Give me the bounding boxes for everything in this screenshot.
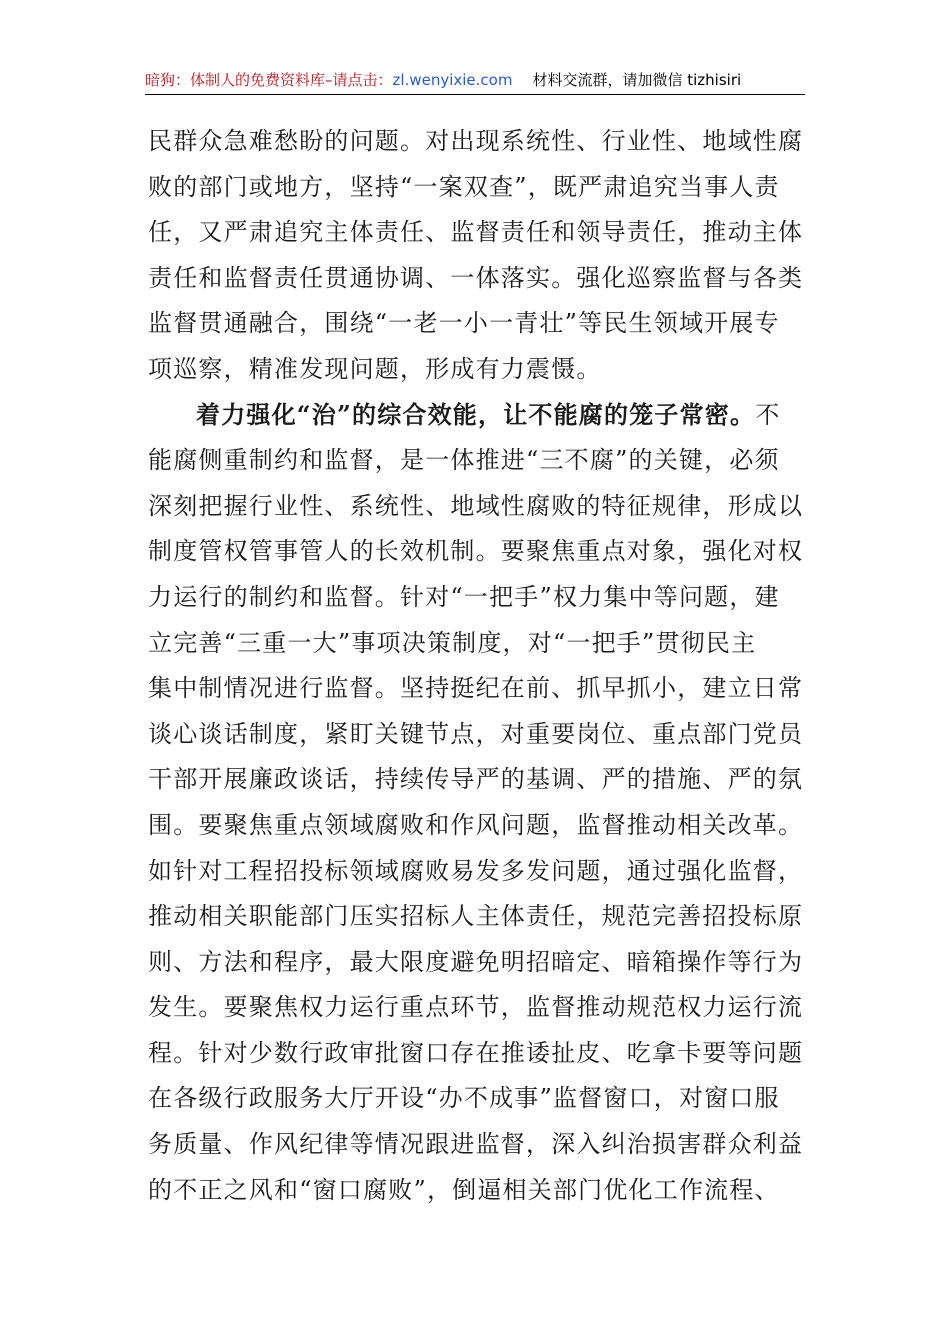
text-line: 项巡察，精准发现问题，形成有力震慑。 [148,354,602,383]
text-line: 干部开展廉政谈话，持续传导严的基调、严的措施、严的氛 [148,765,804,794]
text-line: 发生。要聚焦权力运行重点环节，监督推动规范权力运行流 [148,993,804,1022]
text-line: 围。要聚焦重点领域腐败和作风问题，监督推动相关改革。 [148,810,804,839]
text-line: 深刻把握行业性、系统性、地域性腐败的特征规律，形成以 [148,491,804,520]
header-link-label: 请点击： [332,71,393,89]
text-line: 监督贯通融合，围绕“一老一小一青壮”等民生领域开展专 [148,309,780,338]
text-line: 如针对工程招投标领域腐败易发多发问题，通过强化监督， [148,856,804,885]
text-line: 立完善“三重一大”事项决策制度，对“一把手”贯彻民主 [148,628,757,657]
document-body [148,122,813,1216]
text-line: 民群众急难愁盼的问题。对出现系统性、行业性、地域性腐 [148,127,804,155]
page-header [145,66,805,95]
text-line: 制度管权管事管人的长效机制。要聚焦重点对象，强化对权 [148,537,804,566]
header-separator: – [325,71,333,89]
paragraph-lead-rest: 不 [755,400,781,429]
paragraph-lead-line [148,396,813,442]
text-line: 集中制情况进行监督。坚持挺纪在前、抓早抓小，建立日常 [148,674,804,703]
text-line: 的不正之风和“窗口腐败”，倒逼相关部门优化工作流程、 [148,1175,780,1204]
text-line: 在各级行政服务大厅开设“办不成事”监督窗口，对窗口服 [148,1084,780,1113]
header-brand: 暗狗：体制人的免费资料库 [145,71,326,89]
text-line: 则、方法和程序，最大限度避免明招暗定、暗箱操作等行为 [148,947,804,976]
text-line: 责任和监督责任贯通协调、一体落实。强化巡察监督与各类 [148,263,804,292]
text-line: 谈心谈话制度，紧盯关键节点，对重要岗位、重点部门党员 [148,719,804,748]
text-line: 任，又严肃追究主体责任、监督责任和领导责任，推动主体 [148,218,804,247]
header-wechat-note: 材料交流群，请加微信 tizhisiri [532,71,742,89]
header-url-link[interactable]: zl.wenyixie.com [392,71,513,89]
text-line: 推动相关职能部门压实招标人主体责任，规范完善招投标原 [148,902,804,931]
paragraph-lead-heading: 着力强化“治”的综合效能，让不能腐的笼子常密。 [196,399,756,429]
text-line: 务质量、作风纪律等情况跟进监督，深入纠治损害群众利益 [148,1130,804,1159]
text-line: 败的部门或地方，坚持“一案双查”，既严肃追究当事人责 [148,172,780,201]
text-line: 能腐侧重制约和监督，是一体推进“三不腐”的关键，必须 [148,446,780,475]
text-line: 程。针对少数行政审批窗口存在推诿扯皮、吃拿卡要等问题 [148,1038,804,1067]
text-line: 力运行的制约和监督。针对“一把手”权力集中等问题，建 [148,582,780,611]
